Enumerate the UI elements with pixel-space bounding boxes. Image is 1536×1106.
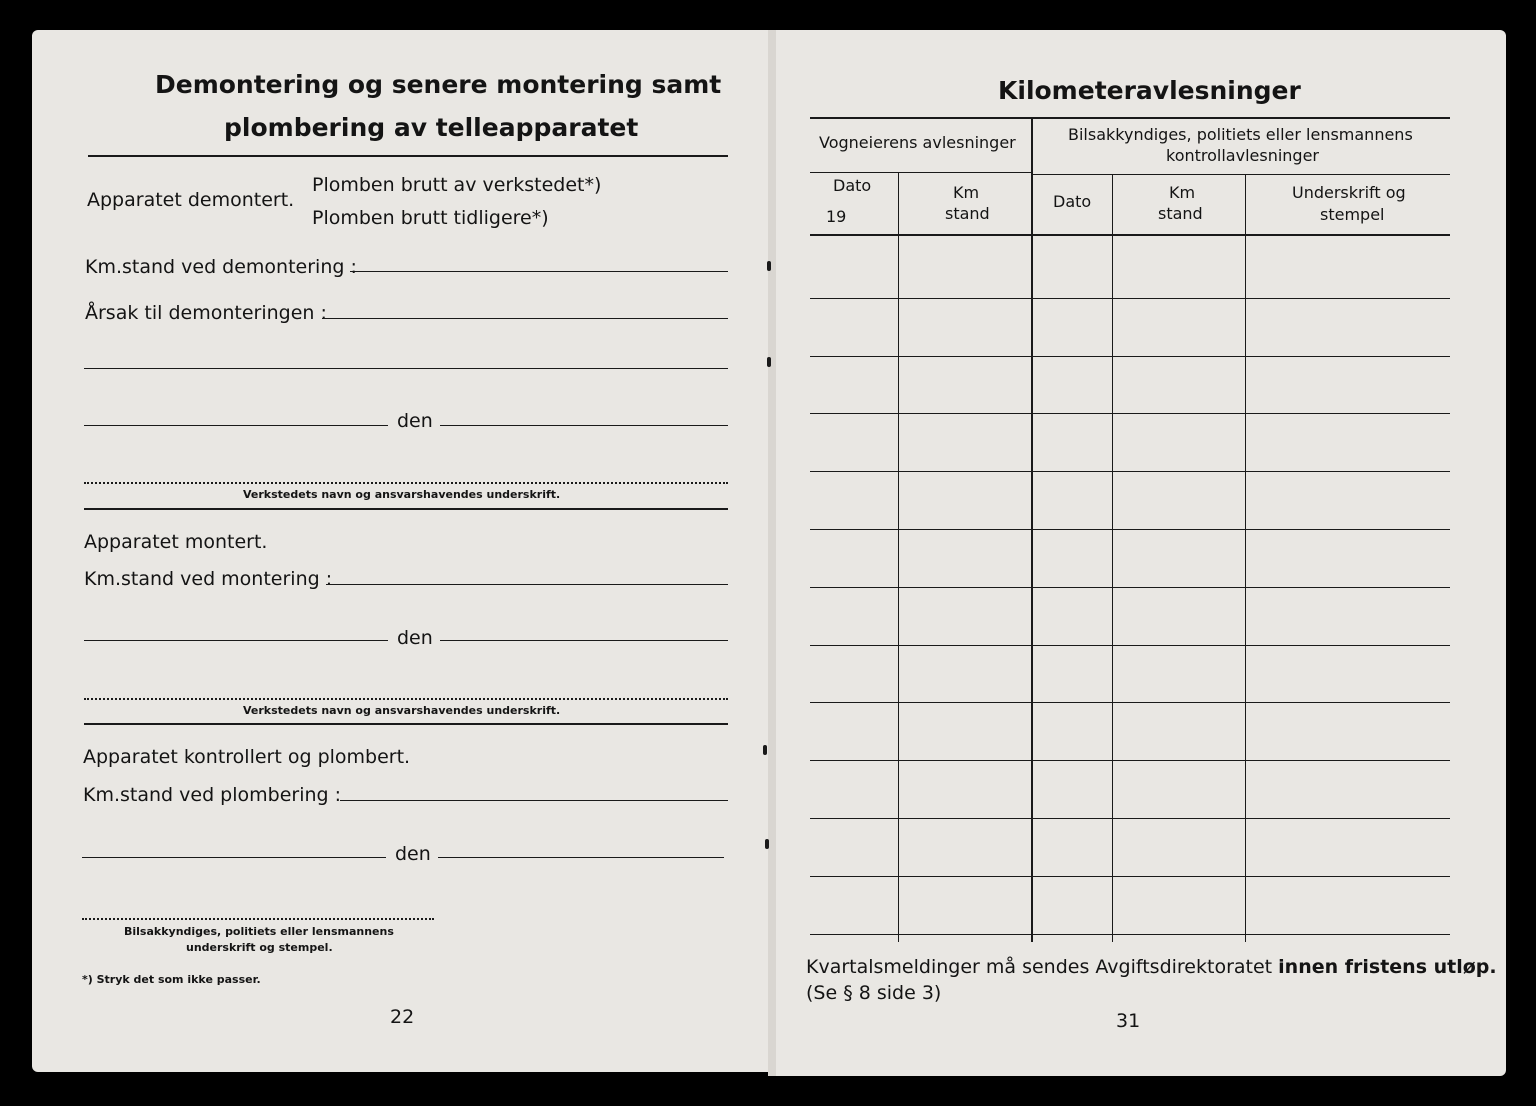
bilsakkyndig-signature-field[interactable] xyxy=(82,918,434,920)
footer-text: Kvartalsmeldinger må sendes Avgiftsdirektoratet xyxy=(806,956,1279,978)
arsak-field-line1[interactable] xyxy=(322,318,728,319)
place-field-1[interactable] xyxy=(84,425,388,426)
date-field-2[interactable] xyxy=(440,640,728,641)
apparatet-montert-label: Apparatet montert. xyxy=(84,531,268,553)
km-demontering-label: Km.stand ved demontering : xyxy=(85,256,357,278)
den-label-3: den xyxy=(395,843,431,865)
section-divider-1 xyxy=(84,508,728,510)
title-underline xyxy=(88,155,728,157)
date-field-1[interactable] xyxy=(440,425,728,426)
arsak-field-line2[interactable] xyxy=(84,368,728,369)
table-row-line xyxy=(810,529,1450,530)
verksted-signature-caption-2: Verkstedets navn og ansvarshavendes underskrift. xyxy=(243,704,561,717)
header-bottom-border xyxy=(810,234,1450,236)
book-gutter xyxy=(768,30,776,1076)
col-stempel: stempel xyxy=(1320,205,1385,224)
right-page-number: 31 xyxy=(1116,1010,1141,1032)
col-dato-control: Dato xyxy=(1053,192,1092,211)
verksted-signature-field-1[interactable] xyxy=(84,482,728,484)
binding-staple-mark xyxy=(767,261,771,271)
column-separator-4 xyxy=(1245,174,1246,942)
col-stand: stand xyxy=(945,204,990,223)
table-top-border xyxy=(810,117,1450,119)
bilsakkyndig-caption-line2: underskrift og stempel. xyxy=(186,941,333,954)
col-dato: Dato xyxy=(833,176,872,195)
km-plombering-field[interactable] xyxy=(340,800,728,801)
den-label-1: den xyxy=(397,410,433,432)
binding-staple-mark xyxy=(765,839,769,849)
column-separator-1 xyxy=(898,172,899,942)
apparatet-demontert-label: Apparatet demontert. xyxy=(87,189,295,211)
table-row-line xyxy=(810,934,1450,935)
table-row-line xyxy=(810,760,1450,761)
col-year: 19 xyxy=(826,207,847,226)
den-label-2: den xyxy=(397,627,433,649)
column-separator-3 xyxy=(1112,174,1113,942)
left-page-number: 22 xyxy=(390,1006,415,1028)
col-stand-control: stand xyxy=(1158,204,1203,223)
table-row-line xyxy=(810,702,1450,703)
place-field-2[interactable] xyxy=(84,640,388,641)
table-row-line xyxy=(810,471,1450,472)
owner-readings-header: Vogneierens avlesninger xyxy=(819,133,1016,152)
left-title-line1: Demontering og senere montering samt xyxy=(155,70,722,99)
footer-instruction xyxy=(806,956,1497,978)
col-km: Km xyxy=(953,183,980,202)
footer-bold-text: innen fristens utløp. xyxy=(1278,956,1497,978)
header-divider-left xyxy=(810,172,1032,173)
binding-staple-mark xyxy=(763,745,767,755)
control-readings-header-line2: kontrollavlesninger xyxy=(1166,146,1320,165)
plomben-brutt-verkstedet-label: Plomben brutt av verkstedet*) xyxy=(312,174,602,196)
col-km-control: Km xyxy=(1169,183,1196,202)
right-title: Kilometeravlesninger xyxy=(998,76,1301,105)
table-row-line xyxy=(810,818,1450,819)
header-divider-right xyxy=(1032,174,1450,175)
table-row-line xyxy=(810,413,1450,414)
table-row-line xyxy=(810,876,1450,877)
verksted-signature-field-2[interactable] xyxy=(84,698,728,700)
verksted-signature-caption-1: Verkstedets navn og ansvarshavendes underskrift. xyxy=(243,488,561,501)
table-row-line xyxy=(810,587,1450,588)
section-divider-2 xyxy=(84,723,728,725)
bilsakkyndig-caption-line1: Bilsakkyndiges, politiets eller lensmannens xyxy=(124,925,394,938)
footnote: *) Stryk det som ikke passer. xyxy=(82,973,261,986)
plomben-brutt-tidligere-label: Plomben brutt tidligere*) xyxy=(312,207,549,229)
arsak-demontering-label: Årsak til demonteringen : xyxy=(85,302,327,324)
km-montering-field[interactable] xyxy=(326,584,728,585)
km-plombering-label: Km.stand ved plombering : xyxy=(83,784,342,806)
control-readings-header-line1: Bilsakkyndiges, politiets eller lensmannens xyxy=(1068,125,1413,144)
km-montering-label: Km.stand ved montering : xyxy=(84,568,333,590)
left-title-line2: plombering av telleapparatet xyxy=(224,113,639,142)
km-demontering-field[interactable] xyxy=(350,271,728,272)
table-row-line xyxy=(810,298,1450,299)
apparatet-kontrollert-label: Apparatet kontrollert og plombert. xyxy=(83,746,411,768)
col-underskrift: Underskrift og xyxy=(1292,183,1406,202)
table-row-line xyxy=(810,356,1450,357)
table-row-line xyxy=(810,645,1450,646)
place-field-3[interactable] xyxy=(82,857,386,858)
footer-reference: (Se § 8 side 3) xyxy=(806,982,942,1004)
date-field-3[interactable] xyxy=(438,857,724,858)
binding-staple-mark xyxy=(767,357,771,367)
